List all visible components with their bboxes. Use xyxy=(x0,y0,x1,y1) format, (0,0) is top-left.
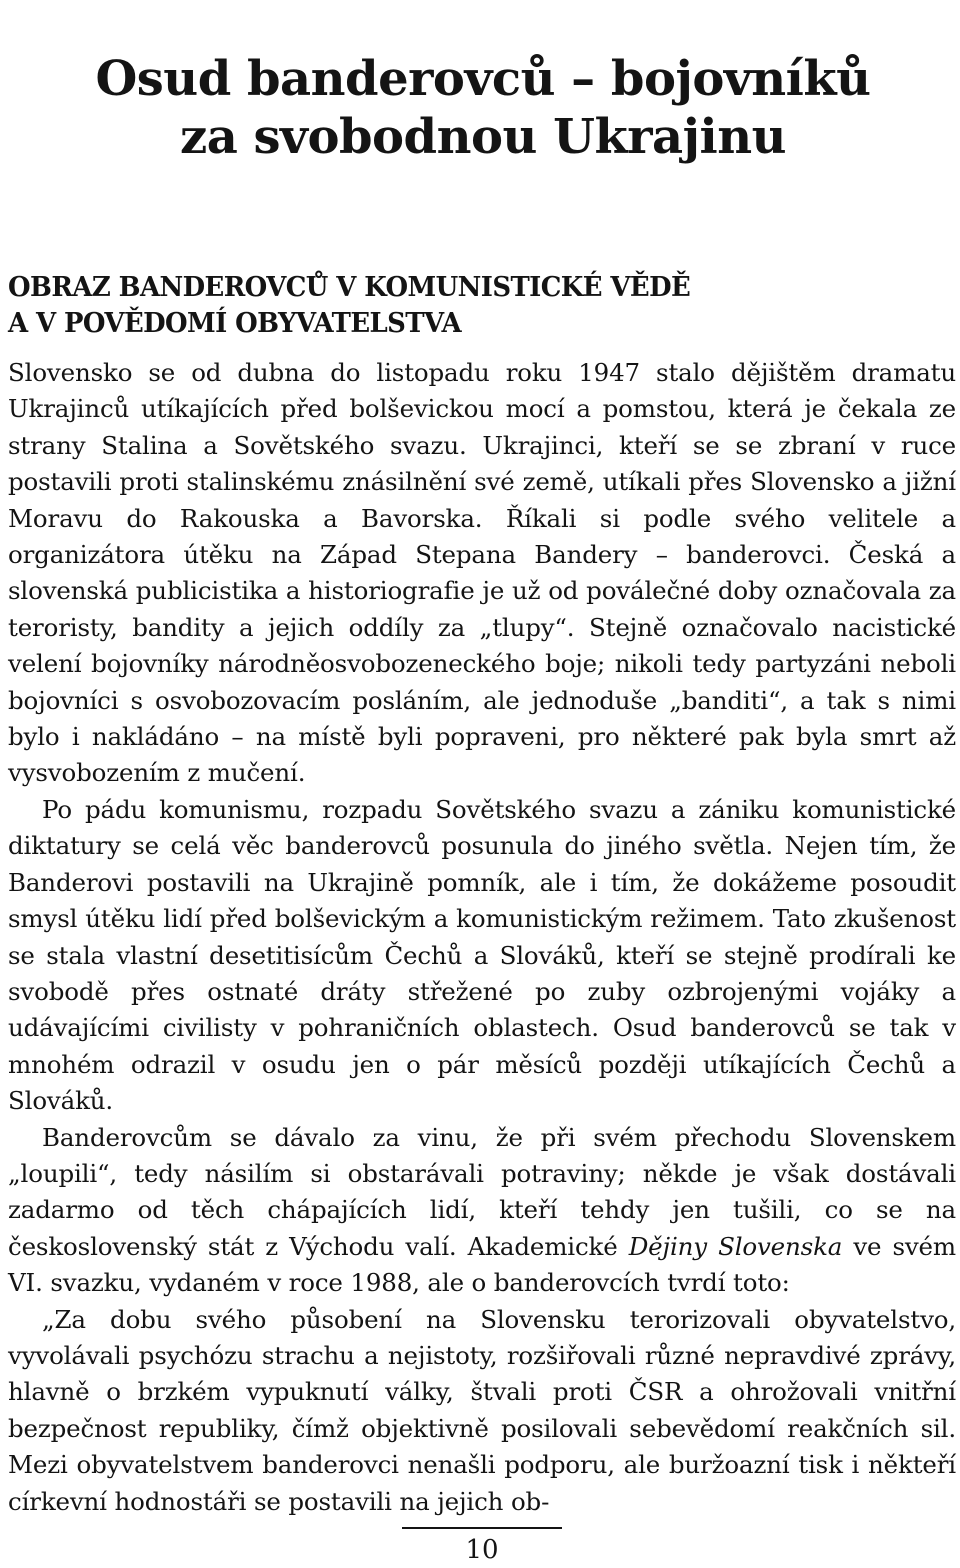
title-line-2: za svobodnou Ukrajinu xyxy=(179,109,787,166)
paragraph-4-quote: „Za dobu svého působení na Slovensku terorizovali obyvatelstvo, vyvolávali psychózu strachu a nejistoty, rozšiřovali různé nepravdivé zprávy, hlavně o brzkém vypuknutí války, štvali proti ČSR a ohrožovali vnitřní bezpečnost republiky, čímž objektivně posilovali sebevědomí reakčních sil. Mezi obyvatelstvem banderovci nenašli podporu, ale buržoazní tisk i někteří církevní hodnostáři se postavili na jejich ob- xyxy=(8,1304,956,1516)
title-line-1: Osud banderovců – bojovníků xyxy=(95,51,871,108)
paragraph-1: Slovensko se od dubna do listopadu roku 1947 stalo dějištěm dramatu Ukrajinců utíkajících před bolševickou mocí a pomstou, která je čekala ze strany Stalina a Sovětského svazu. Ukrajinci, kteří se se zbraní v ruce postavili proti stalinskému znásilnění své země, utíkali přes Slovensko a jižní Moravu do Rakouska a Bavorska. Říkali si podle svého velitele a organizátora útěku na Západ Stepana Bandery – banderovci. Česká a slovenská publicistika a historiografie je už od poválečné doby označovala za teroristy, bandity a jejich oddíly za „tlupy“. Stejně označovalo nacistické velení bojovníky národněosvobozeneckého boje; nikoli tedy partyzáni neboli bojovníci s osvobozovacím posláním, ale jednoduše „banditi“, a tak s nimi bylo i nakládáno – na místě byli popraveni, pro některé pak byla smrt až vysvobozením z mučení. xyxy=(8,358,956,788)
page-title xyxy=(0,50,960,166)
book-title-italic: Dějiny Slovenska xyxy=(628,1231,843,1261)
section-heading-line-1: OBRAZ BANDEROVCŮ V KOMUNISTICKÉ VĚDĚ xyxy=(8,272,691,304)
paragraph-3-text-before: Banderovcům se dávalo za vinu, že při svém přechodu Slovenskem „loupili“, tedy násilím si obstarávali potraviny; někde je však dostávali zadarmo od těch chápajících lidí, kteří tehdy jen tušili, co se na československý stát z Východu valí. Akademické xyxy=(8,1122,956,1261)
paragraph-3 xyxy=(8,1120,956,1302)
footer-rule xyxy=(402,1527,562,1529)
section-heading-line-2: A V POVĚDOMÍ OBYVATELSTVA xyxy=(8,308,462,340)
body-text xyxy=(8,355,956,1520)
section-heading xyxy=(8,270,690,342)
paragraph-2: Po pádu komunismu, rozpadu Sovětského svazu a zániku komunistické diktatury se celá věc banderovců posunula do jiného světla. Nejen tím, že Banderovi postavili na Ukrajině pomník, ale i tím, že dokážeme posoudit smysl útěku lidí před bolševickým a komunistickým režimem. Tato zkušenost se stala vlastní desetitisícům Čechů a Slováků, kteří se stejně prodírali ke svobodě přes ostnaté dráty střežené po zuby ozbrojenými vojáky a udávajícími civilisty v pohraničních oblastech. Osud banderovců se tak v mnohém odrazil v osudu jen o pár měsíců později utíkajících Čechů a Slováků. xyxy=(8,794,956,1116)
paragraph-3-text-after: ve svém VI. svazku, vydaném v roce 1988, ale o banderovcích tvrdí toto: xyxy=(8,1231,956,1298)
page-number: 10 xyxy=(465,1535,499,1565)
